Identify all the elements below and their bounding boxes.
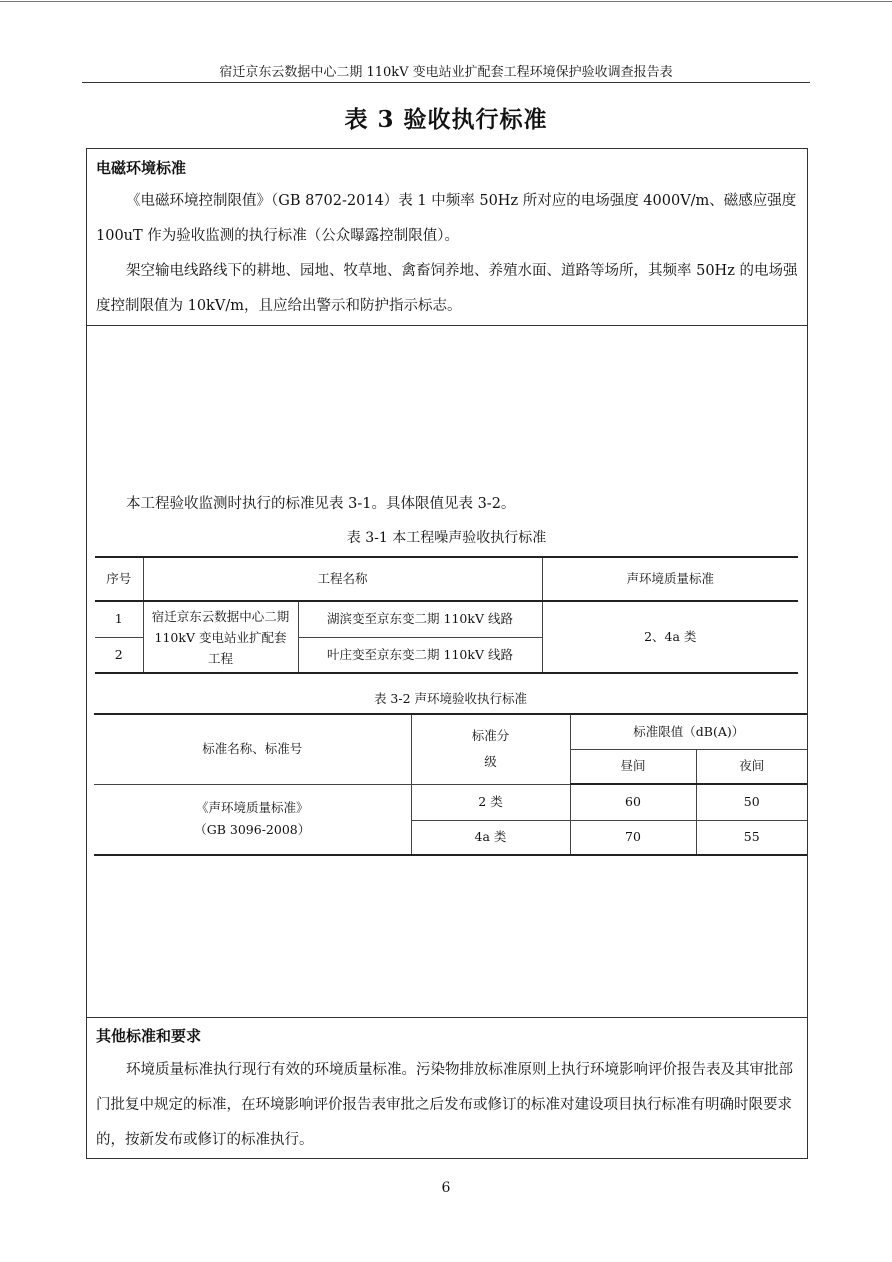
em-paragraph-2: 架空输电线路线下的耕地、园地、牧草地、禽畜饲养地、养殖水面、道路等场所，其频率 50Hz 的电场强度控制限值为 10kV/m，且应给出警示和防护指示标志。: [96, 263, 798, 314]
header-standard-limit: 标准限值（dB(A)）: [570, 714, 807, 749]
em-section-heading: 电磁环境标准: [96, 159, 187, 177]
grade-cell: 4a 类: [411, 820, 570, 855]
header-standard-grade: 标准分级: [411, 714, 570, 784]
noise-standard-cell: 2、4a 类: [542, 601, 798, 673]
page-number: 6: [441, 1180, 451, 1196]
other-section-heading: 其他标准和要求: [96, 1027, 202, 1045]
line-name-cell: 叶庄变至京东变二期 110kV 线路: [298, 637, 542, 673]
em-paragraph-1: 《电磁环境控制限值》（GB 8702-2014）表 1 中频率 50Hz 所对应的电场强度 4000V/m、磁感应强度 100uT 作为验收监测的执行标准（公众曝露控制限值）。: [96, 193, 797, 244]
other-standard-section: [86, 1017, 808, 1159]
project-name-cell: 宿迁京东云数据中心二期 110kV 变电站业扩配套工程: [143, 601, 298, 673]
table-row: [94, 784, 807, 820]
table-3-1-header-row: [95, 557, 798, 601]
header-project-name: 工程名称: [143, 557, 542, 601]
day-limit-cell: 70: [570, 820, 696, 855]
standard-number: （GB 3096-2008）: [194, 822, 311, 838]
row-serial: 1: [95, 601, 143, 637]
page-title: 表 3 验收执行标准: [344, 106, 548, 133]
table-3-2: [94, 713, 807, 856]
table-3-2-header-row: [94, 714, 807, 749]
day-limit-cell: 60: [570, 784, 696, 820]
standard-name: 《声环境质量标准》: [195, 800, 309, 816]
header-serial: 序号: [95, 557, 143, 601]
running-header: 宿迁京东云数据中心二期 110kV 变电站业扩配套工程环境保护验收调查报告表: [82, 64, 810, 83]
top-border-line: [0, 1, 892, 2]
table-3-1-caption: 表 3-1 本工程噪声验收执行标准: [346, 530, 547, 546]
header-nighttime: 夜间: [696, 749, 807, 784]
header-daytime: 昼间: [570, 749, 696, 784]
table-3-1: [95, 556, 798, 674]
header-standard-name: 标准名称、标准号: [94, 714, 411, 784]
other-paragraph: 环境质量标准执行现行有效的环境质量标准。污染物排放标准原则上执行环境影响评价报告表及其审批部门批复中规定的标准，在环境影响评价报告表审批之后发布或修订的标准对建设项目执行标准有明确时限要求的，按新发布或修订的标准执行。: [96, 1062, 793, 1148]
em-standard-section: [86, 148, 808, 326]
standard-name-cell: [94, 784, 411, 855]
line-name-cell: 湖滨变至京东变二期 110kV 线路: [298, 601, 542, 637]
night-limit-cell: 55: [696, 820, 807, 855]
grade-cell: 2 类: [411, 784, 570, 820]
row-serial: 2: [95, 637, 143, 673]
noise-intro-text: 本工程验收监测时执行的标准见表 3-1。具体限值见表 3-2。: [126, 496, 516, 512]
table-3-2-caption: 表 3-2 声环境验收执行标准: [373, 691, 528, 706]
night-limit-cell: 50: [696, 784, 807, 820]
table-row: [95, 601, 798, 637]
header-noise-standard: 声环境质量标准: [542, 557, 798, 601]
